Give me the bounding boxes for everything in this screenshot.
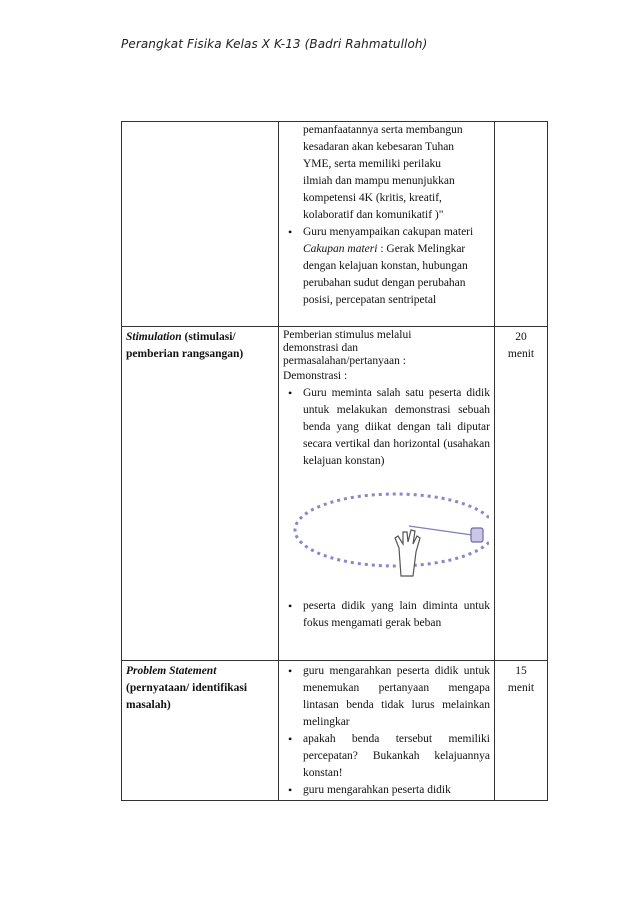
- stage-cell: [122, 122, 279, 327]
- list-item: • Guru menyampaikan cakupan materi: [279, 224, 494, 241]
- hand-icon: [395, 530, 420, 576]
- list-item: • guru mengarahkan peserta didik untuk menemukan pertanyaan mengapa lintasan benda tidak lurus melainkan melingkar: [279, 663, 494, 731]
- table-row: [122, 661, 548, 801]
- list-item: • Guru meminta salah satu peserta didik untuk melakukan demonstrasi sebuah benda yang diikat dengan tali diputar secara vertikal dan horizontal (usahakan kelajuan konstan): [279, 385, 494, 470]
- demonstration-illustration: [279, 472, 494, 594]
- activity-cell: [279, 661, 495, 801]
- continuation-line: kesadaran akan kebesaran Tuhan: [303, 141, 455, 153]
- time-value: 20: [515, 331, 527, 343]
- continuation-line: YME, serta memiliki perilaku: [303, 158, 441, 170]
- cakupan-text: : Gerak Melingkar dengan kelajuan konstan, hubungan perubahan sudut dengan perubahan posisi, percepatan sentripetal: [303, 243, 468, 306]
- cakupan-materi: [279, 241, 494, 309]
- cakupan-label: Cakupan materi: [303, 243, 378, 255]
- activity-cell: [279, 122, 495, 327]
- table-row: [122, 122, 548, 327]
- string-line: [409, 526, 472, 535]
- time-cell: [495, 661, 548, 801]
- time-unit: menit: [507, 682, 535, 694]
- object-icon: [471, 528, 483, 542]
- page-header: Perangkat Fisika Kelas X K-13 (Badri Rahmatulloh): [121, 37, 428, 51]
- list-item: • peserta didik yang lain diminta untuk fokus mengamati gerak beban: [279, 598, 494, 632]
- stimulus-intro: Pemberian stimulus melalui demonstrasi dan permasalahan/pertanyaan :: [283, 329, 412, 367]
- continuation-line: pemanfaatannya serta membangun: [303, 124, 463, 136]
- time-cell: [495, 122, 548, 327]
- list-item: • guru mengarahkan peserta didik: [279, 782, 494, 799]
- stage-label: Stimulation (stimulasi/ pemberian rangsangan): [126, 331, 244, 360]
- stage-label: Problem Statement (pernyataan/ identifikasi masalah): [126, 665, 248, 711]
- demonstration-label: Demonstrasi :: [283, 370, 348, 382]
- table-row: [122, 327, 548, 661]
- time-unit: menit: [507, 348, 535, 360]
- time-cell: [495, 327, 548, 661]
- list-item: • apakah benda tersebut memiliki percepatan? Bukankah kelajuannya konstan!: [279, 731, 494, 782]
- stage-cell: [122, 661, 279, 801]
- orbit-ellipse: [295, 494, 489, 566]
- time-value: 15: [515, 665, 527, 677]
- continuation-line: kompetensi 4K (kritis, kreatif,: [303, 192, 442, 204]
- stage-cell: [122, 327, 279, 661]
- continuation-line: ilmiah dan mampu menunjukkan: [303, 175, 455, 187]
- activity-cell: [279, 327, 495, 661]
- lesson-plan-table: [121, 121, 548, 801]
- continuation-line: kolaboratif dan komunikatif )": [303, 209, 444, 221]
